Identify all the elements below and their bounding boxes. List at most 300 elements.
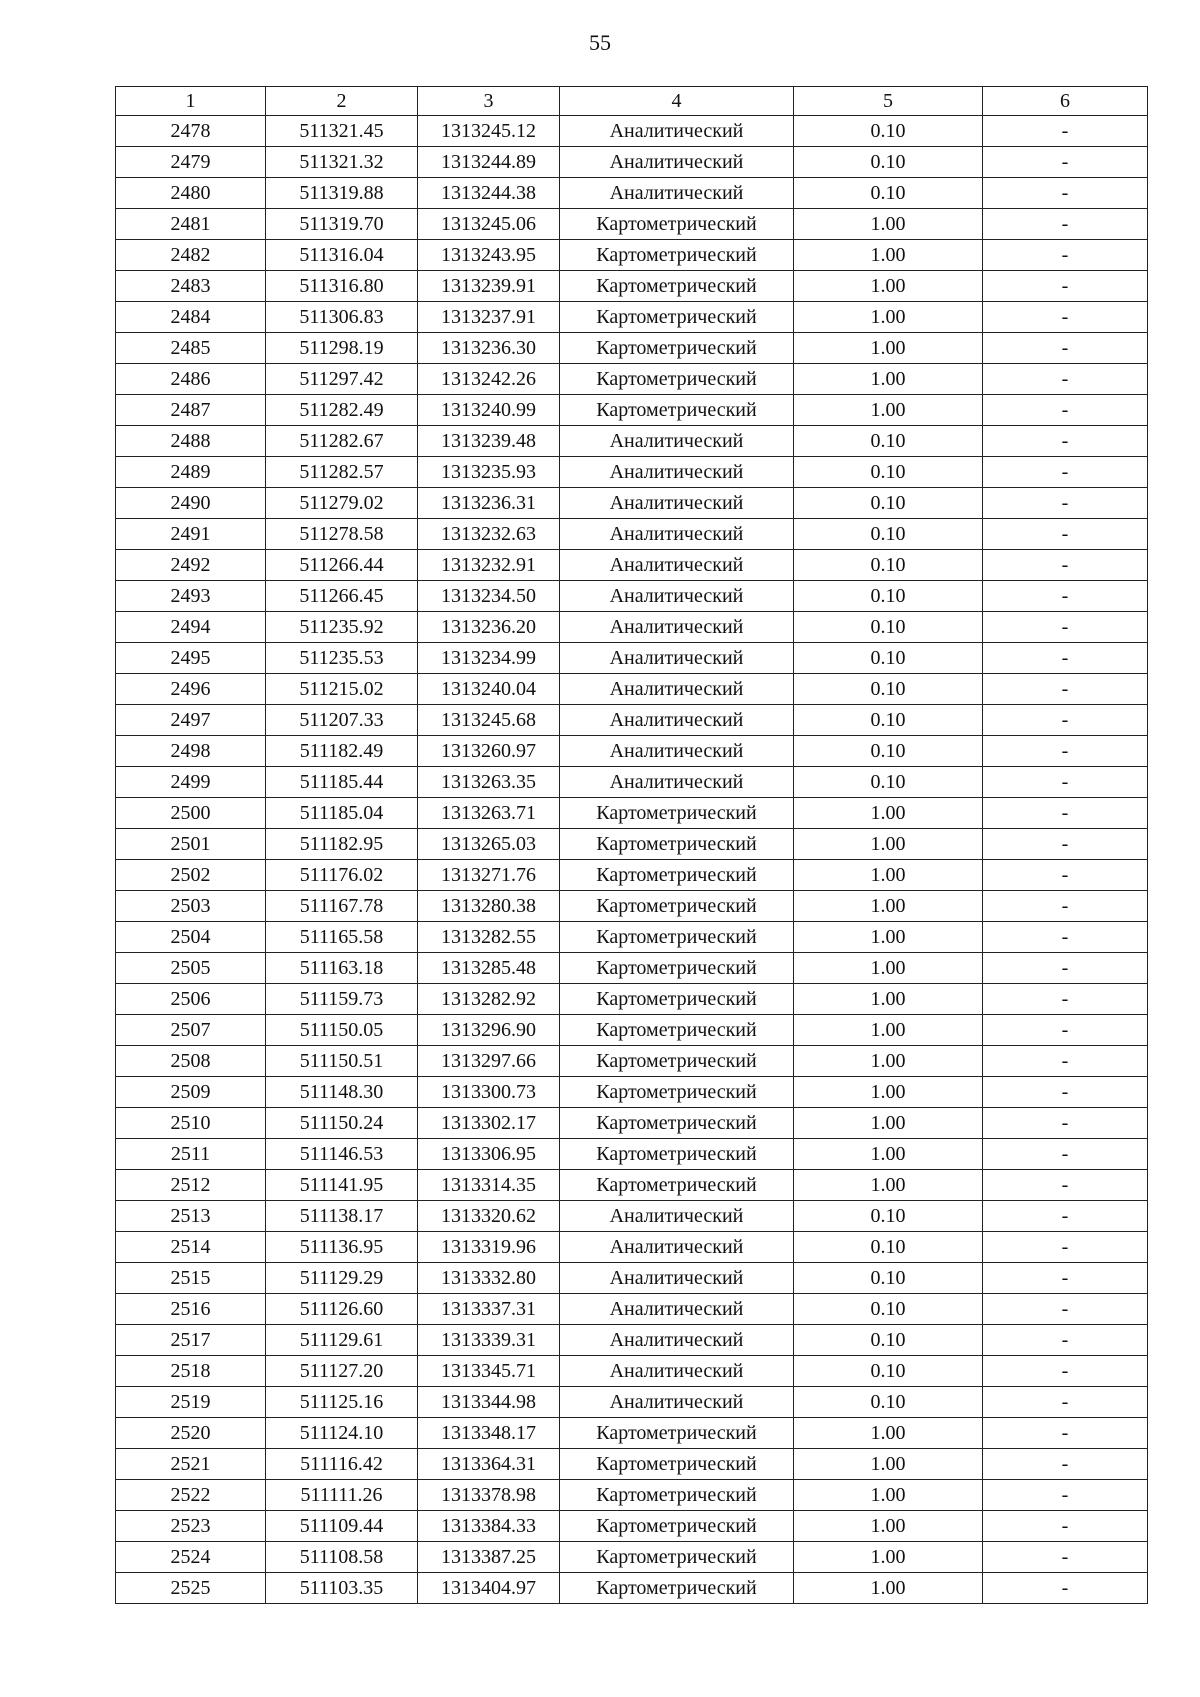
point-number-cell: 2479 xyxy=(116,147,266,178)
accuracy-cell: 0.10 xyxy=(794,519,983,550)
accuracy-cell: 1.00 xyxy=(794,209,983,240)
y-coordinate-cell: 1313244.89 xyxy=(418,147,560,178)
y-coordinate-cell: 1313344.98 xyxy=(418,1387,560,1418)
y-coordinate-cell: 1313282.92 xyxy=(418,984,560,1015)
description-cell: - xyxy=(983,581,1148,612)
x-coordinate-cell: 511141.95 xyxy=(266,1170,418,1201)
point-number-cell: 2481 xyxy=(116,209,266,240)
method-cell: Аналитический xyxy=(560,1232,794,1263)
description-cell: - xyxy=(983,829,1148,860)
description-cell: - xyxy=(983,1294,1148,1325)
point-number-cell: 2497 xyxy=(116,705,266,736)
table-row xyxy=(116,1170,1148,1201)
point-number-cell: 2511 xyxy=(116,1139,266,1170)
column-header-6: 6 xyxy=(983,87,1148,116)
table-row xyxy=(116,1232,1148,1263)
method-cell: Аналитический xyxy=(560,705,794,736)
x-coordinate-cell: 511150.51 xyxy=(266,1046,418,1077)
y-coordinate-cell: 1313263.35 xyxy=(418,767,560,798)
point-number-cell: 2510 xyxy=(116,1108,266,1139)
x-coordinate-cell: 511266.45 xyxy=(266,581,418,612)
x-coordinate-cell: 511185.04 xyxy=(266,798,418,829)
y-coordinate-cell: 1313263.71 xyxy=(418,798,560,829)
y-coordinate-cell: 1313242.26 xyxy=(418,364,560,395)
accuracy-cell: 1.00 xyxy=(794,1170,983,1201)
column-header-3: 3 xyxy=(418,87,560,116)
method-cell: Картометрический xyxy=(560,1139,794,1170)
accuracy-cell: 1.00 xyxy=(794,1542,983,1573)
point-number-cell: 2483 xyxy=(116,271,266,302)
accuracy-cell: 0.10 xyxy=(794,1325,983,1356)
column-header-5: 5 xyxy=(794,87,983,116)
x-coordinate-cell: 511185.44 xyxy=(266,767,418,798)
x-coordinate-cell: 511176.02 xyxy=(266,860,418,891)
method-cell: Картометрический xyxy=(560,1449,794,1480)
description-cell: - xyxy=(983,488,1148,519)
table-row xyxy=(116,302,1148,333)
point-number-cell: 2504 xyxy=(116,922,266,953)
accuracy-cell: 1.00 xyxy=(794,364,983,395)
x-coordinate-cell: 511182.95 xyxy=(266,829,418,860)
accuracy-cell: 1.00 xyxy=(794,829,983,860)
x-coordinate-cell: 511109.44 xyxy=(266,1511,418,1542)
accuracy-cell: 0.10 xyxy=(794,550,983,581)
column-header-2: 2 xyxy=(266,87,418,116)
table-row xyxy=(116,860,1148,891)
x-coordinate-cell: 511278.58 xyxy=(266,519,418,550)
point-number-cell: 2505 xyxy=(116,953,266,984)
accuracy-cell: 0.10 xyxy=(794,426,983,457)
description-cell: - xyxy=(983,364,1148,395)
y-coordinate-cell: 1313243.95 xyxy=(418,240,560,271)
accuracy-cell: 1.00 xyxy=(794,1418,983,1449)
table-row xyxy=(116,488,1148,519)
y-coordinate-cell: 1313235.93 xyxy=(418,457,560,488)
description-cell: - xyxy=(983,1046,1148,1077)
y-coordinate-cell: 1313282.55 xyxy=(418,922,560,953)
method-cell: Картометрический xyxy=(560,922,794,953)
accuracy-cell: 1.00 xyxy=(794,1139,983,1170)
point-number-cell: 2521 xyxy=(116,1449,266,1480)
method-cell: Картометрический xyxy=(560,829,794,860)
description-cell: - xyxy=(983,302,1148,333)
x-coordinate-cell: 511266.44 xyxy=(266,550,418,581)
table-row xyxy=(116,271,1148,302)
table-row xyxy=(116,457,1148,488)
point-number-cell: 2506 xyxy=(116,984,266,1015)
point-number-cell: 2494 xyxy=(116,612,266,643)
table-row xyxy=(116,1108,1148,1139)
x-coordinate-cell: 511108.58 xyxy=(266,1542,418,1573)
point-number-cell: 2484 xyxy=(116,302,266,333)
accuracy-cell: 1.00 xyxy=(794,333,983,364)
method-cell: Картометрический xyxy=(560,1542,794,1573)
x-coordinate-cell: 511136.95 xyxy=(266,1232,418,1263)
point-number-cell: 2515 xyxy=(116,1263,266,1294)
method-cell: Аналитический xyxy=(560,736,794,767)
method-cell: Аналитический xyxy=(560,581,794,612)
method-cell: Картометрический xyxy=(560,1077,794,1108)
accuracy-cell: 0.10 xyxy=(794,705,983,736)
x-coordinate-cell: 511297.42 xyxy=(266,364,418,395)
method-cell: Картометрический xyxy=(560,364,794,395)
x-coordinate-cell: 511116.42 xyxy=(266,1449,418,1480)
accuracy-cell: 1.00 xyxy=(794,271,983,302)
method-cell: Картометрический xyxy=(560,1108,794,1139)
accuracy-cell: 1.00 xyxy=(794,1015,983,1046)
x-coordinate-cell: 511321.45 xyxy=(266,116,418,147)
point-number-cell: 2516 xyxy=(116,1294,266,1325)
point-number-cell: 2493 xyxy=(116,581,266,612)
table-row xyxy=(116,209,1148,240)
description-cell: - xyxy=(983,705,1148,736)
y-coordinate-cell: 1313271.76 xyxy=(418,860,560,891)
y-coordinate-cell: 1313314.35 xyxy=(418,1170,560,1201)
x-coordinate-cell: 511319.70 xyxy=(266,209,418,240)
method-cell: Аналитический xyxy=(560,178,794,209)
table-row xyxy=(116,147,1148,178)
x-coordinate-cell: 511235.53 xyxy=(266,643,418,674)
y-coordinate-cell: 1313296.90 xyxy=(418,1015,560,1046)
table-row xyxy=(116,829,1148,860)
table-row xyxy=(116,1511,1148,1542)
method-cell: Аналитический xyxy=(560,767,794,798)
y-coordinate-cell: 1313332.80 xyxy=(418,1263,560,1294)
table-row xyxy=(116,767,1148,798)
accuracy-cell: 1.00 xyxy=(794,1449,983,1480)
accuracy-cell: 0.10 xyxy=(794,116,983,147)
method-cell: Аналитический xyxy=(560,1201,794,1232)
point-number-cell: 2508 xyxy=(116,1046,266,1077)
y-coordinate-cell: 1313240.99 xyxy=(418,395,560,426)
description-cell: - xyxy=(983,1108,1148,1139)
column-header-1: 1 xyxy=(116,87,266,116)
description-cell: - xyxy=(983,457,1148,488)
description-cell: - xyxy=(983,643,1148,674)
point-number-cell: 2509 xyxy=(116,1077,266,1108)
description-cell: - xyxy=(983,1139,1148,1170)
x-coordinate-cell: 511235.92 xyxy=(266,612,418,643)
accuracy-cell: 1.00 xyxy=(794,240,983,271)
method-cell: Картометрический xyxy=(560,1015,794,1046)
y-coordinate-cell: 1313234.99 xyxy=(418,643,560,674)
method-cell: Картометрический xyxy=(560,302,794,333)
method-cell: Картометрический xyxy=(560,395,794,426)
y-coordinate-cell: 1313236.20 xyxy=(418,612,560,643)
y-coordinate-cell: 1313239.91 xyxy=(418,271,560,302)
x-coordinate-cell: 511150.05 xyxy=(266,1015,418,1046)
table-row xyxy=(116,519,1148,550)
accuracy-cell: 0.10 xyxy=(794,457,983,488)
description-cell: - xyxy=(983,147,1148,178)
table-row xyxy=(116,1015,1148,1046)
accuracy-cell: 1.00 xyxy=(794,984,983,1015)
description-cell: - xyxy=(983,1480,1148,1511)
table-row xyxy=(116,1573,1148,1604)
accuracy-cell: 1.00 xyxy=(794,302,983,333)
method-cell: Картометрический xyxy=(560,984,794,1015)
description-cell: - xyxy=(983,1232,1148,1263)
point-number-cell: 2499 xyxy=(116,767,266,798)
method-cell: Аналитический xyxy=(560,643,794,674)
table-row xyxy=(116,1139,1148,1170)
method-cell: Картометрический xyxy=(560,798,794,829)
table-row xyxy=(116,1356,1148,1387)
description-cell: - xyxy=(983,1170,1148,1201)
x-coordinate-cell: 511298.19 xyxy=(266,333,418,364)
table-row xyxy=(116,922,1148,953)
table-row xyxy=(116,581,1148,612)
x-coordinate-cell: 511321.32 xyxy=(266,147,418,178)
method-cell: Аналитический xyxy=(560,1325,794,1356)
x-coordinate-cell: 511138.17 xyxy=(266,1201,418,1232)
y-coordinate-cell: 1313260.97 xyxy=(418,736,560,767)
y-coordinate-cell: 1313245.12 xyxy=(418,116,560,147)
accuracy-cell: 1.00 xyxy=(794,1511,983,1542)
accuracy-cell: 1.00 xyxy=(794,1480,983,1511)
point-number-cell: 2486 xyxy=(116,364,266,395)
x-coordinate-cell: 511306.83 xyxy=(266,302,418,333)
x-coordinate-cell: 511124.10 xyxy=(266,1418,418,1449)
table-row xyxy=(116,643,1148,674)
description-cell: - xyxy=(983,426,1148,457)
y-coordinate-cell: 1313232.63 xyxy=(418,519,560,550)
point-number-cell: 2492 xyxy=(116,550,266,581)
method-cell: Картометрический xyxy=(560,209,794,240)
y-coordinate-cell: 1313237.91 xyxy=(418,302,560,333)
method-cell: Картометрический xyxy=(560,891,794,922)
page-number: 55 xyxy=(589,30,611,55)
point-number-cell: 2500 xyxy=(116,798,266,829)
point-number-cell: 2522 xyxy=(116,1480,266,1511)
description-cell: - xyxy=(983,1325,1148,1356)
x-coordinate-cell: 511111.26 xyxy=(266,1480,418,1511)
table-row xyxy=(116,891,1148,922)
method-cell: Аналитический xyxy=(560,550,794,581)
description-cell: - xyxy=(983,550,1148,581)
x-coordinate-cell: 511316.80 xyxy=(266,271,418,302)
table-row xyxy=(116,178,1148,209)
x-coordinate-cell: 511282.57 xyxy=(266,457,418,488)
y-coordinate-cell: 1313300.73 xyxy=(418,1077,560,1108)
point-number-cell: 2502 xyxy=(116,860,266,891)
table-row xyxy=(116,240,1148,271)
accuracy-cell: 0.10 xyxy=(794,1294,983,1325)
table-row xyxy=(116,116,1148,147)
table-row xyxy=(116,705,1148,736)
accuracy-cell: 1.00 xyxy=(794,798,983,829)
x-coordinate-cell: 511125.16 xyxy=(266,1387,418,1418)
table-row xyxy=(116,1077,1148,1108)
table-row xyxy=(116,736,1148,767)
description-cell: - xyxy=(983,1542,1148,1573)
accuracy-cell: 0.10 xyxy=(794,581,983,612)
point-number-cell: 2488 xyxy=(116,426,266,457)
y-coordinate-cell: 1313244.38 xyxy=(418,178,560,209)
method-cell: Картометрический xyxy=(560,860,794,891)
point-number-cell: 2482 xyxy=(116,240,266,271)
method-cell: Картометрический xyxy=(560,271,794,302)
x-coordinate-cell: 511163.18 xyxy=(266,953,418,984)
table-row xyxy=(116,426,1148,457)
method-cell: Картометрический xyxy=(560,953,794,984)
method-cell: Аналитический xyxy=(560,519,794,550)
method-cell: Картометрический xyxy=(560,1480,794,1511)
table-row xyxy=(116,1542,1148,1573)
point-number-cell: 2524 xyxy=(116,1542,266,1573)
x-coordinate-cell: 511319.88 xyxy=(266,178,418,209)
y-coordinate-cell: 1313384.33 xyxy=(418,1511,560,1542)
y-coordinate-cell: 1313239.48 xyxy=(418,426,560,457)
description-cell: - xyxy=(983,395,1148,426)
x-coordinate-cell: 511146.53 xyxy=(266,1139,418,1170)
x-coordinate-cell: 511127.20 xyxy=(266,1356,418,1387)
table-row xyxy=(116,1263,1148,1294)
description-cell: - xyxy=(983,116,1148,147)
accuracy-cell: 1.00 xyxy=(794,1573,983,1604)
accuracy-cell: 0.10 xyxy=(794,643,983,674)
table-row xyxy=(116,1387,1148,1418)
table-header xyxy=(116,87,1148,116)
x-coordinate-cell: 511167.78 xyxy=(266,891,418,922)
y-coordinate-cell: 1313319.96 xyxy=(418,1232,560,1263)
x-coordinate-cell: 511215.02 xyxy=(266,674,418,705)
table-row xyxy=(116,798,1148,829)
accuracy-cell: 1.00 xyxy=(794,395,983,426)
description-cell: - xyxy=(983,1077,1148,1108)
y-coordinate-cell: 1313297.66 xyxy=(418,1046,560,1077)
coordinates-table xyxy=(115,86,1148,1604)
accuracy-cell: 1.00 xyxy=(794,891,983,922)
point-number-cell: 2513 xyxy=(116,1201,266,1232)
description-cell: - xyxy=(983,240,1148,271)
method-cell: Картометрический xyxy=(560,240,794,271)
point-number-cell: 2478 xyxy=(116,116,266,147)
table-row xyxy=(116,395,1148,426)
accuracy-cell: 0.10 xyxy=(794,1263,983,1294)
accuracy-cell: 1.00 xyxy=(794,1077,983,1108)
point-number-cell: 2519 xyxy=(116,1387,266,1418)
x-coordinate-cell: 511129.61 xyxy=(266,1325,418,1356)
method-cell: Картометрический xyxy=(560,1046,794,1077)
description-cell: - xyxy=(983,891,1148,922)
table-row xyxy=(116,953,1148,984)
description-cell: - xyxy=(983,1418,1148,1449)
point-number-cell: 2489 xyxy=(116,457,266,488)
description-cell: - xyxy=(983,953,1148,984)
y-coordinate-cell: 1313348.17 xyxy=(418,1418,560,1449)
x-coordinate-cell: 511150.24 xyxy=(266,1108,418,1139)
point-number-cell: 2485 xyxy=(116,333,266,364)
point-number-cell: 2523 xyxy=(116,1511,266,1542)
point-number-cell: 2491 xyxy=(116,519,266,550)
description-cell: - xyxy=(983,1449,1148,1480)
description-cell: - xyxy=(983,984,1148,1015)
description-cell: - xyxy=(983,1263,1148,1294)
table-row xyxy=(116,612,1148,643)
point-number-cell: 2517 xyxy=(116,1325,266,1356)
accuracy-cell: 1.00 xyxy=(794,1046,983,1077)
method-cell: Картометрический xyxy=(560,1573,794,1604)
table-row xyxy=(116,1294,1148,1325)
accuracy-cell: 0.10 xyxy=(794,1387,983,1418)
description-cell: - xyxy=(983,767,1148,798)
description-cell: - xyxy=(983,736,1148,767)
point-number-cell: 2496 xyxy=(116,674,266,705)
method-cell: Картометрический xyxy=(560,333,794,364)
point-number-cell: 2495 xyxy=(116,643,266,674)
accuracy-cell: 1.00 xyxy=(794,860,983,891)
point-number-cell: 2487 xyxy=(116,395,266,426)
description-cell: - xyxy=(983,1356,1148,1387)
method-cell: Аналитический xyxy=(560,147,794,178)
accuracy-cell: 0.10 xyxy=(794,1356,983,1387)
method-cell: Аналитический xyxy=(560,1387,794,1418)
accuracy-cell: 1.00 xyxy=(794,1108,983,1139)
point-number-cell: 2503 xyxy=(116,891,266,922)
point-number-cell: 2498 xyxy=(116,736,266,767)
table-row xyxy=(116,674,1148,705)
accuracy-cell: 0.10 xyxy=(794,1232,983,1263)
y-coordinate-cell: 1313265.03 xyxy=(418,829,560,860)
x-coordinate-cell: 511282.49 xyxy=(266,395,418,426)
description-cell: - xyxy=(983,1015,1148,1046)
description-cell: - xyxy=(983,333,1148,364)
x-coordinate-cell: 511182.49 xyxy=(266,736,418,767)
method-cell: Картометрический xyxy=(560,1511,794,1542)
method-cell: Картометрический xyxy=(560,1170,794,1201)
y-coordinate-cell: 1313339.31 xyxy=(418,1325,560,1356)
y-coordinate-cell: 1313320.62 xyxy=(418,1201,560,1232)
table-row xyxy=(116,1480,1148,1511)
point-number-cell: 2507 xyxy=(116,1015,266,1046)
table-row xyxy=(116,550,1148,581)
y-coordinate-cell: 1313345.71 xyxy=(418,1356,560,1387)
y-coordinate-cell: 1313245.68 xyxy=(418,705,560,736)
method-cell: Аналитический xyxy=(560,1294,794,1325)
table-row xyxy=(116,1418,1148,1449)
table-row xyxy=(116,1325,1148,1356)
y-coordinate-cell: 1313234.50 xyxy=(418,581,560,612)
y-coordinate-cell: 1313240.04 xyxy=(418,674,560,705)
accuracy-cell: 0.10 xyxy=(794,674,983,705)
y-coordinate-cell: 1313232.91 xyxy=(418,550,560,581)
point-number-cell: 2525 xyxy=(116,1573,266,1604)
point-number-cell: 2480 xyxy=(116,178,266,209)
description-cell: - xyxy=(983,674,1148,705)
description-cell: - xyxy=(983,922,1148,953)
y-coordinate-cell: 1313337.31 xyxy=(418,1294,560,1325)
point-number-cell: 2490 xyxy=(116,488,266,519)
description-cell: - xyxy=(983,1387,1148,1418)
accuracy-cell: 1.00 xyxy=(794,953,983,984)
y-coordinate-cell: 1313387.25 xyxy=(418,1542,560,1573)
x-coordinate-cell: 511207.33 xyxy=(266,705,418,736)
y-coordinate-cell: 1313364.31 xyxy=(418,1449,560,1480)
point-number-cell: 2501 xyxy=(116,829,266,860)
y-coordinate-cell: 1313236.30 xyxy=(418,333,560,364)
x-coordinate-cell: 511279.02 xyxy=(266,488,418,519)
y-coordinate-cell: 1313306.95 xyxy=(418,1139,560,1170)
x-coordinate-cell: 511103.35 xyxy=(266,1573,418,1604)
method-cell: Аналитический xyxy=(560,674,794,705)
x-coordinate-cell: 511282.67 xyxy=(266,426,418,457)
y-coordinate-cell: 1313245.06 xyxy=(418,209,560,240)
point-number-cell: 2514 xyxy=(116,1232,266,1263)
description-cell: - xyxy=(983,798,1148,829)
accuracy-cell: 0.10 xyxy=(794,147,983,178)
accuracy-cell: 0.10 xyxy=(794,178,983,209)
